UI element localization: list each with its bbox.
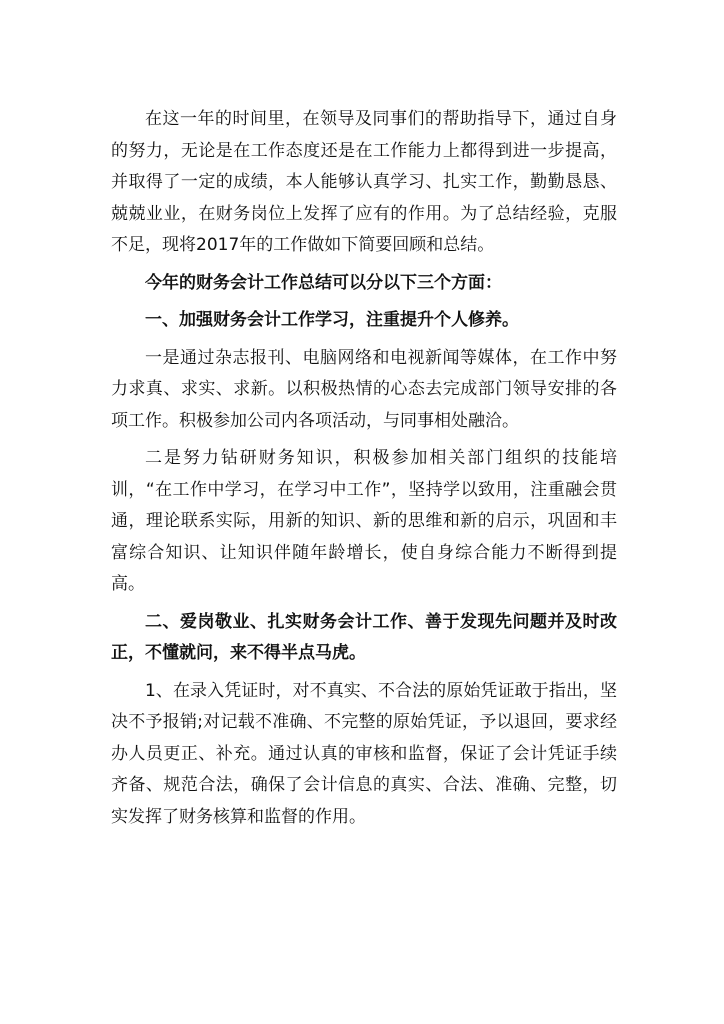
document-body <box>111 104 617 833</box>
intro-paragraph: 在这一年的时间里，在领导及同事们的帮助指导下，通过自身的努力，无论是在工作态度还是在工作能力上都得到进一步提高，并取得了一定的成绩，本人能够认真学习、扎实工作，勤勤恳恳、兢兢业业，在财务岗位上发挥了应有的作用。为了总结经验，克服不足，现将2017年的工作做如下简要回顾和总结。 <box>111 109 617 255</box>
section-1-heading: 一、加强财务会计工作学习，注重提升个人修养。 <box>145 310 519 330</box>
section-2-heading: 二、爱岗敬业、扎实财务会计工作、善于发现先问题并及时改正，不懂就问，来不得半点马虎。 <box>111 611 617 663</box>
overview-heading: 今年的财务会计工作总结可以分以下三个方面： <box>145 272 502 293</box>
section-2-paragraph-1: 1、在录入凭证时，对不真实、不合法的原始凭证敢于指出，坚决不予报销;对记载不准确、不完整的原始凭证，予以退回，要求经办人员更正、补充。通过认真的审核和监督，保证了会计凭证手续齐备、规范合法，确保了会计信息的真实、合法、准确、完整，切实发挥了财务核算和监督的作用。 <box>111 680 617 827</box>
section-1-paragraph-1: 一是通过杂志报刊、电脑网络和电视新闻等媒体，在工作中努力求真、求实、求新。以积极热情的心态去完成部门领导安排的各项工作。积极参加公司内各项活动，与同事相处融洽。 <box>111 347 617 431</box>
section-1-paragraph-2: 二是努力钻研财务知识，积极参加相关部门组织的技能培训，“在工作中学习，在学习中工作”，坚持学以致用，注重融会贯通，理论联系实际，用新的知识、新的思维和新的启示，巩固和丰富综合知识、让知识伴随年龄增长，使自身综合能力不断得到提高。 <box>111 448 617 594</box>
